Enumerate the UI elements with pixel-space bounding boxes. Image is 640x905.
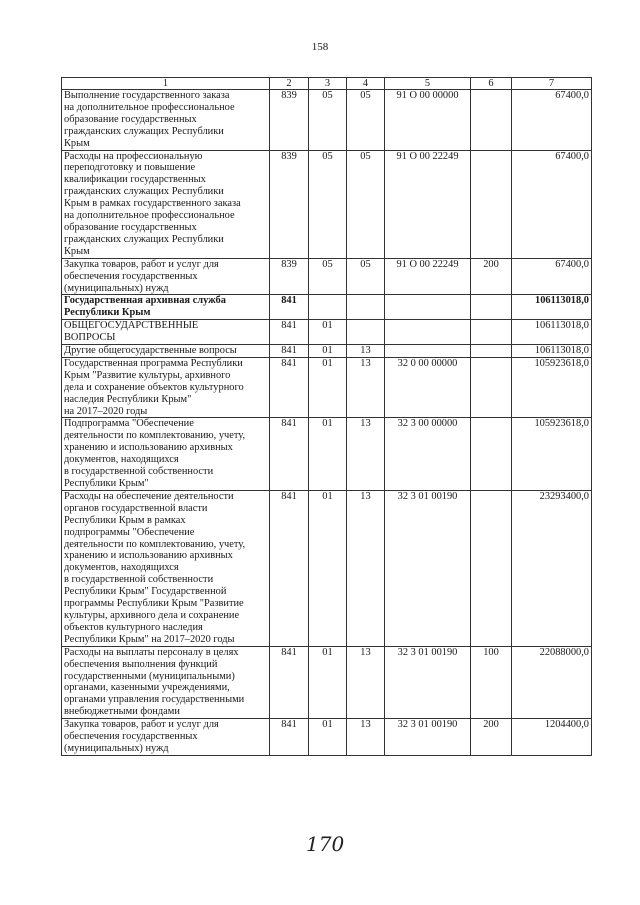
cell-section: 01 <box>309 646 347 718</box>
cell-name: Выполнение государственного заказа на дополнительное профессиональное образование государственных гражданских служащих Республики Крым <box>62 90 270 151</box>
cell-ministry-code: 839 <box>270 90 309 151</box>
cell-section: 01 <box>309 345 347 358</box>
cell-ministry-code: 839 <box>270 150 309 258</box>
cell-ministry-code: 841 <box>270 295 309 320</box>
cell-section: 05 <box>309 150 347 258</box>
cell-target-article: 32 3 00 00000 <box>385 418 471 490</box>
cell-subsection <box>347 295 385 320</box>
cell-target-article: 32 3 01 00190 <box>385 490 471 646</box>
cell-amount: 67400,0 <box>512 258 592 295</box>
table-row <box>62 719 592 756</box>
cell-ministry-code: 841 <box>270 719 309 756</box>
cell-section: 01 <box>309 490 347 646</box>
cell-target-article <box>385 345 471 358</box>
cell-subsection <box>347 320 385 345</box>
cell-ministry-code: 841 <box>270 418 309 490</box>
table-row <box>62 258 592 295</box>
cell-section: 05 <box>309 90 347 151</box>
cell-name: ОБЩЕГОСУДАРСТВЕННЫЕ ВОПРОСЫ <box>62 320 270 345</box>
cell-expense-type: 100 <box>471 646 512 718</box>
header-col-3: 3 <box>309 78 347 90</box>
cell-target-article <box>385 320 471 345</box>
table-row <box>62 646 592 718</box>
cell-ministry-code: 839 <box>270 258 309 295</box>
cell-expense-type: 200 <box>471 719 512 756</box>
cell-target-article: 91 О 00 00000 <box>385 90 471 151</box>
header-col-2: 2 <box>270 78 309 90</box>
cell-amount: 106113018,0 <box>512 320 592 345</box>
table-row <box>62 150 592 258</box>
cell-subsection: 13 <box>347 646 385 718</box>
table-row <box>62 90 592 151</box>
cell-expense-type <box>471 345 512 358</box>
cell-target-article: 32 3 01 00190 <box>385 719 471 756</box>
cell-subsection: 13 <box>347 490 385 646</box>
cell-subsection: 13 <box>347 345 385 358</box>
cell-expense-type <box>471 90 512 151</box>
table-row <box>62 345 592 358</box>
cell-subsection: 13 <box>347 357 385 418</box>
cell-name: Расходы на профессиональную переподготовку и повышение квалификации государственных гражданских служащих Республики Крым в рамках государственного заказа на дополнительное профессиональное образование государственных гражданских служащих Республики Крым <box>62 150 270 258</box>
header-col-1: 1 <box>62 78 270 90</box>
table-body <box>62 90 592 756</box>
cell-amount: 106113018,0 <box>512 345 592 358</box>
cell-name: Государственная программа Республики Крым "Развитие культуры, архивного дела и сохранение объектов культурного наследия Республики Крым" на 2017–2020 годы <box>62 357 270 418</box>
table-row <box>62 418 592 490</box>
cell-name: Расходы на обеспечение деятельности органов государственной власти Республики Крым в рамках подпрограммы "Обеспечение деятельности по комплектованию, учету, хранению и использованию архивных документов, находящихся в государственной собственности Республики Крым" Государственной программы Республики Крым "Развитие культуры, архивного дела и сохранение объектов культурного наследия Республики Крым" на 2017–2020 годы <box>62 490 270 646</box>
cell-ministry-code: 841 <box>270 490 309 646</box>
page-number: 158 <box>311 41 329 53</box>
cell-section: 01 <box>309 418 347 490</box>
cell-expense-type <box>471 320 512 345</box>
cell-target-article: 32 0 00 00000 <box>385 357 471 418</box>
cell-expense-type <box>471 490 512 646</box>
cell-expense-type <box>471 295 512 320</box>
cell-expense-type <box>471 357 512 418</box>
cell-subsection: 13 <box>347 418 385 490</box>
cell-name: Подпрограмма "Обеспечение деятельности по комплектованию, учету, хранению и использованию архивных документов, находящихся в государственной собственности Республики Крым" <box>62 418 270 490</box>
cell-target-article: 32 3 01 00190 <box>385 646 471 718</box>
cell-amount: 23293400,0 <box>512 490 592 646</box>
cell-target-article: 91 О 00 22249 <box>385 258 471 295</box>
header-col-6: 6 <box>471 78 512 90</box>
cell-subsection: 13 <box>347 719 385 756</box>
handwritten-page-mark: 170 <box>306 832 345 856</box>
cell-ministry-code: 841 <box>270 646 309 718</box>
table-row <box>62 320 592 345</box>
cell-name: Расходы на выплаты персоналу в целях обеспечения выполнения функций государственными (муниципальными) органами, казенными учреждениями, органами управления государственными внебюджетными фондами <box>62 646 270 718</box>
cell-target-article <box>385 295 471 320</box>
header-row <box>62 78 592 90</box>
header-col-7: 7 <box>512 78 592 90</box>
cell-expense-type <box>471 418 512 490</box>
cell-section: 01 <box>309 320 347 345</box>
cell-ministry-code: 841 <box>270 345 309 358</box>
cell-amount: 106113018,0 <box>512 295 592 320</box>
cell-amount: 105923618,0 <box>512 357 592 418</box>
cell-amount: 67400,0 <box>512 150 592 258</box>
cell-section: 01 <box>309 357 347 418</box>
table-row <box>62 295 592 320</box>
cell-name: Закупка товаров, работ и услуг для обеспечения государственных (муниципальных) нужд <box>62 719 270 756</box>
cell-amount: 22088000,0 <box>512 646 592 718</box>
header-col-5: 5 <box>385 78 471 90</box>
cell-section <box>309 295 347 320</box>
header-col-4: 4 <box>347 78 385 90</box>
cell-name: Закупка товаров, работ и услуг для обеспечения государственных (муниципальных) нужд <box>62 258 270 295</box>
table-row <box>62 490 592 646</box>
cell-name: Государственная архивная служба Республики Крым <box>62 295 270 320</box>
cell-ministry-code: 841 <box>270 320 309 345</box>
cell-ministry-code: 841 <box>270 357 309 418</box>
cell-subsection: 05 <box>347 258 385 295</box>
cell-subsection: 05 <box>347 150 385 258</box>
cell-section: 05 <box>309 258 347 295</box>
cell-expense-type: 200 <box>471 258 512 295</box>
cell-section: 01 <box>309 719 347 756</box>
cell-subsection: 05 <box>347 90 385 151</box>
cell-name: Другие общегосударственные вопросы <box>62 345 270 358</box>
table-row <box>62 357 592 418</box>
budget-table <box>61 77 592 756</box>
cell-amount: 105923618,0 <box>512 418 592 490</box>
cell-amount: 67400,0 <box>512 90 592 151</box>
cell-expense-type <box>471 150 512 258</box>
cell-amount: 1204400,0 <box>512 719 592 756</box>
cell-target-article: 91 О 00 22249 <box>385 150 471 258</box>
